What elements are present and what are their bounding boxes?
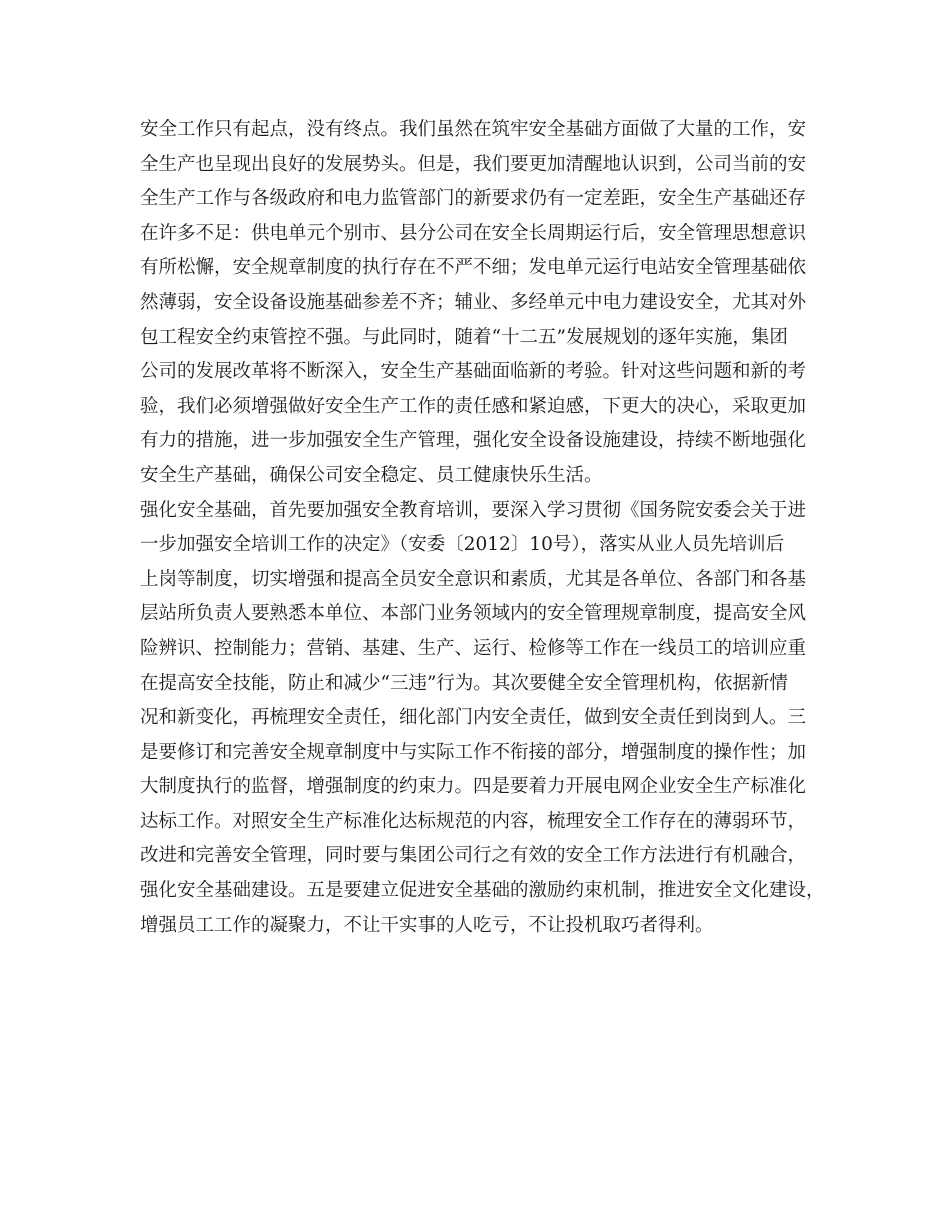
text-line: 达标工作。对照安全生产标准化达标规范的内容，梳理安全工作存在的薄弱环节，: [140, 810, 807, 832]
text-line: 安全生产基础，确保公司安全稳定、员工健康快乐生活。: [140, 464, 603, 486]
text-line: 在许多不足：供电单元个别市、县分公司在安全长周期运行后，安全管理思想意识: [140, 222, 807, 244]
text-line: 公司的发展改革将不断深入，安全生产基础面临新的考验。针对这些问题和新的考: [140, 361, 807, 383]
text-line: 包工程安全约束管控不强。与此同时，随着“十二五”发展规划的逐年实施，集团: [140, 326, 788, 348]
text-line: 有力的措施，进一步加强安全生产管理，强化安全设备设施建设，持续不断地强化: [140, 430, 807, 452]
text-line: 是要修订和完善安全规章制度中与实际工作不衔接的部分，增强制度的操作性；加: [140, 741, 807, 763]
text-line: 况和新变化，再梳理安全责任，细化部门内安全责任，做到安全责任到岗到人。三: [140, 707, 807, 729]
text-line: 一步加强安全培训工作的决定》（安委〔2012〕10号），落实从业人员先培训后: [140, 534, 785, 556]
text-line: 险辨识、控制能力；营销、基建、生产、运行、检修等工作在一线员工的培训应重: [140, 637, 807, 659]
text-line: 在提高安全技能，防止和减少“三违”行为。其次要健全安全管理机构，依据新情: [140, 672, 788, 694]
text-line: 改进和完善安全管理，同时要与集团公司行之有效的安全工作方法进行有机融合，: [140, 845, 807, 867]
text-line: 全生产工作与各级政府和电力监管部门的新要求仍有一定差距，安全生产基础还存: [140, 188, 807, 210]
document-body: [140, 113, 840, 943]
text-line: 然薄弱，安全设备设施基础参差不齐；辅业、多经单元中电力建设安全，尤其对外: [140, 291, 807, 313]
text-line: 有所松懈，安全规章制度的执行存在不严不细；发电单元运行电站安全管理基础依: [140, 257, 807, 279]
text-line: 全生产也呈现出良好的发展势头。但是，我们要更加清醒地认识到，公司当前的安: [140, 153, 807, 175]
text-line: 验，我们必须增强做好安全生产工作的责任感和紧迫感，下更大的决心，采取更加: [140, 395, 807, 417]
text-line: 强化安全基础建设。五是要建立促进安全基础的激励约束机制，推进安全文化建设，: [140, 880, 825, 902]
text-line: 增强员工工作的凝聚力，不让干实事的人吃亏，不让投机取巧者得利。: [140, 914, 714, 936]
text-line: 层站所负责人要熟悉本单位、本部门业务领域内的安全管理规章制度，提高安全风: [140, 603, 807, 625]
text-line: 上岗等制度，切实增强和提高全员安全意识和素质，尤其是各单位、各部门和各基: [140, 568, 807, 590]
text-line: 安全工作只有起点，没有终点。我们虽然在筑牢安全基础方面做了大量的工作，安: [140, 119, 807, 140]
text-line: 大制度执行的监督，增强制度的约束力。四是要着力开展电网企业安全生产标准化: [140, 776, 807, 798]
text-line: 强化安全基础，首先要加强安全教育培训，要深入学习贯彻《国务院安委会关于进: [140, 499, 807, 521]
